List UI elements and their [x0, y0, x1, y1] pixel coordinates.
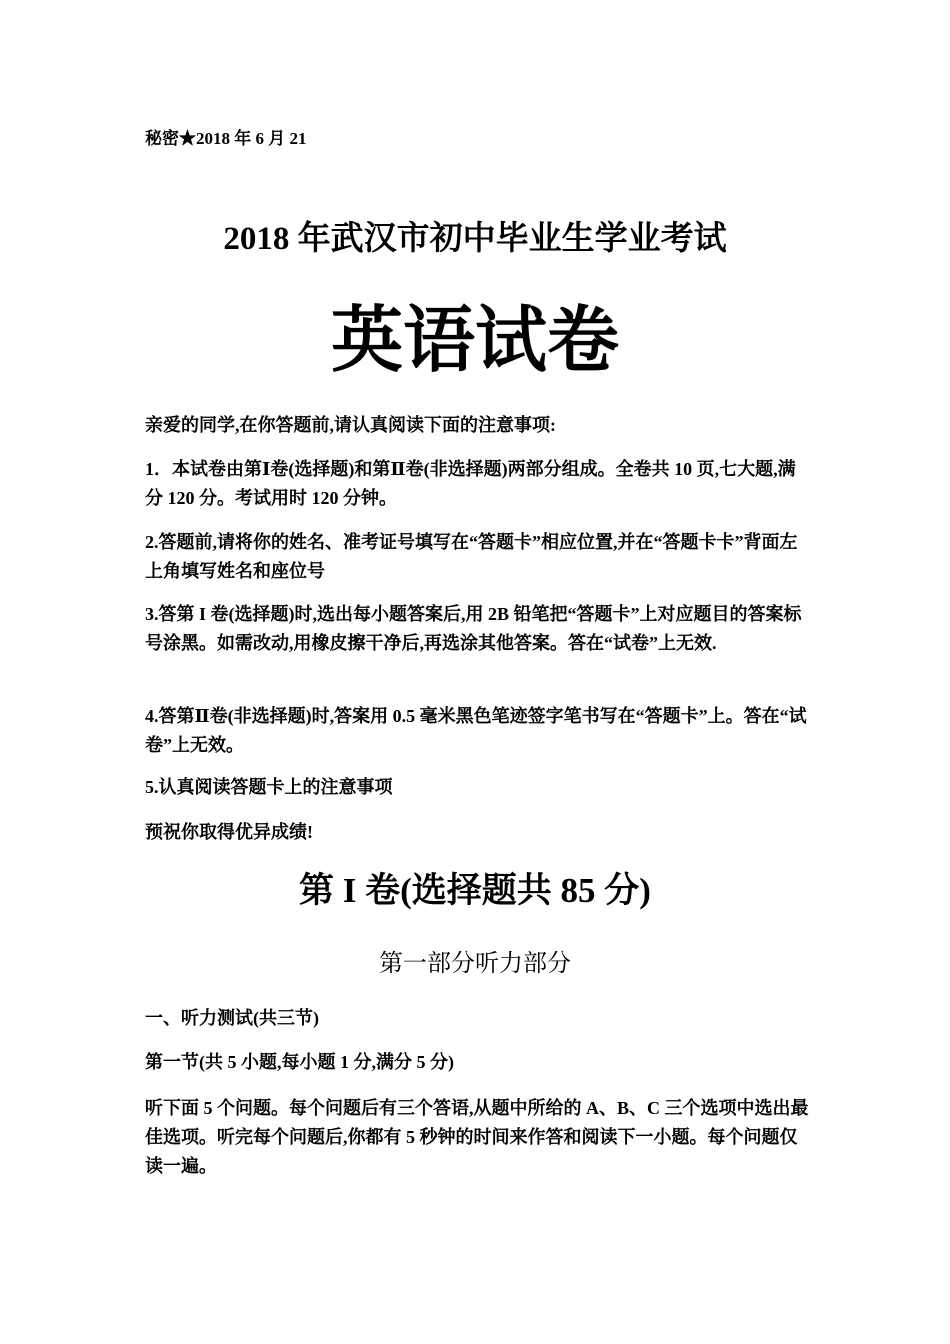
section-one-heading: 第一节(共 5 小题,每小题 1 分,满分 5 分)	[145, 1052, 454, 1072]
listening-test-heading: 一、听力测试(共三节)	[145, 1008, 319, 1028]
listening-directions: 听下面 5 个问题。每个问题后有三个答语,从题中所给的 A、B、C 三个选项中选出最佳选项。听完每个问题后,你都有 5 秒钟的时间来作答和阅读下一小题。每个问题仅读一遍。	[145, 1098, 809, 1176]
instruction-note-5: 5.认真阅读答题卡上的注意事项	[145, 777, 393, 797]
exam-title: 2018 年武汉市初中毕业生学业考试	[223, 221, 727, 257]
instruction-note-2: 2.答题前,请将你的姓名、准考证号填写在“答题卡”相应位置,并在“答题卡卡”背面左上角填写姓名和座位号	[145, 532, 798, 581]
instruction-note-4: 4.答第Ⅱ卷(非选择题)时,答案用 0.5 毫米黑色笔迹签字笔书写在“答题卡”上。答在“试卷”上无效。	[145, 706, 807, 755]
instruction-note-3: 3.答第 I 卷(选择题)时,选出每小题答案后,用 2B 铅笔把“答题卡”上对应题目的答案标号涂黑。如需改动,用橡皮擦干净后,再选涂其他答案。答在“试卷”上无效.	[145, 604, 802, 653]
good-luck-wish: 预祝你取得优异成绩!	[145, 822, 313, 842]
instruction-note-1: 1．本试卷由第Ⅰ卷(选择题)和第Ⅱ卷(非选择题)两部分组成。全卷共 10 页,七大题,满分 120 分。考试用时 120 分钟。	[145, 459, 796, 508]
volume-title: 第 I 卷(选择题共 85 分)	[299, 871, 651, 910]
secret-date-line: 秘密★2018 年 6 月 21	[145, 129, 307, 148]
instructions-intro: 亲爱的同学,在你答题前,请认真阅读下面的注意事项:	[145, 415, 556, 435]
paper-title: 英语试卷	[330, 301, 619, 381]
part-title: 第一部分听力部分	[379, 951, 571, 977]
